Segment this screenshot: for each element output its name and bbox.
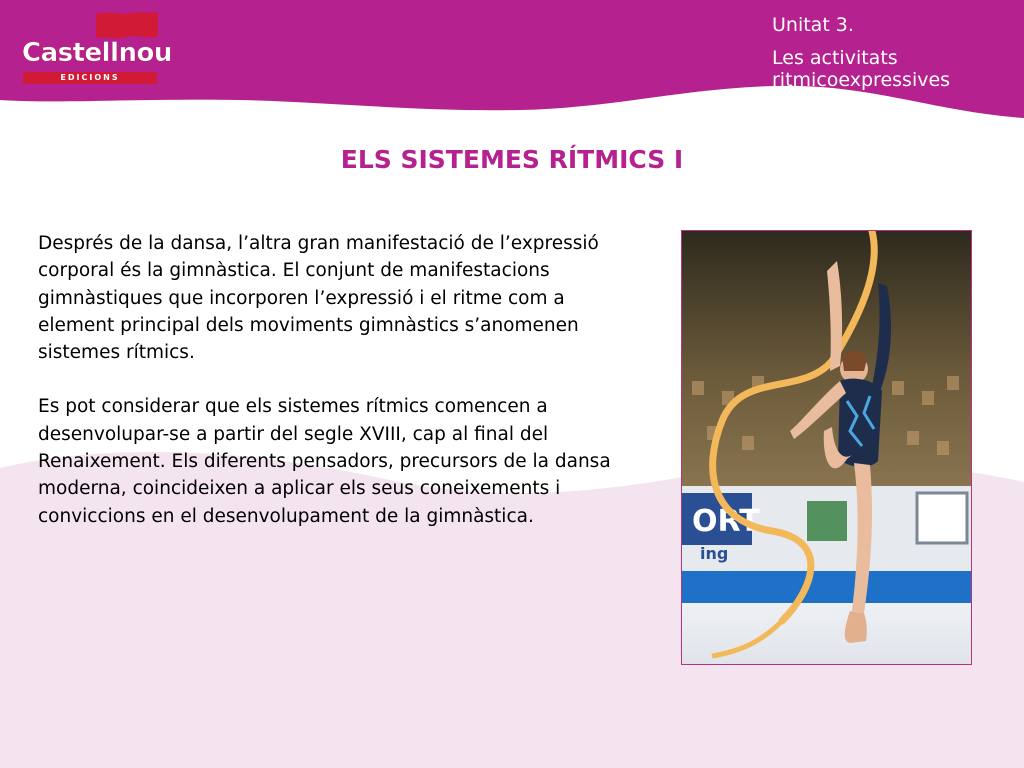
- paragraph-1: Després de la dansa, l’altra gran manifestació de l’expressió corporal és la gimnàstica. El conjunt de manifestacions gimnàstiques que incorporen l’expressió i el ritme com a element principal dels moviments gimnàstics s’anomenen sistemes rítmics.: [38, 233, 599, 364]
- slide-title: ELS SISTEMES RÍTMICS I: [340, 145, 684, 174]
- body-text: [38, 230, 638, 557]
- unit-header: [772, 14, 1022, 91]
- gymnast-illustration: [682, 231, 972, 665]
- unit-title-line-1: Les activitats: [772, 47, 898, 69]
- logo-subtitle: EDICIONS: [23, 72, 157, 84]
- gymnast-photo: [681, 230, 972, 665]
- logo-name: Castellnou: [22, 38, 172, 68]
- unit-title: [772, 47, 1022, 91]
- unit-number: Unitat 3.: [772, 14, 854, 36]
- banner-text-2: ing: [700, 544, 729, 563]
- unit-title-line-2: ritmicoexpressives: [772, 69, 951, 91]
- publisher-logo: [22, 10, 172, 82]
- paragraph-2: Es pot considerar que els sistemes rítmics comencen a desenvolupar-se a partir del segle XVIII, cap al final del Renaixement. Els diferents pensadors, precursors de la dansa moderna, coincideixen a aplicar els seus coneixements i conviccions en el desenvolupament de la gimnàstica.: [38, 396, 611, 527]
- banner-text-1: ORT: [692, 504, 760, 539]
